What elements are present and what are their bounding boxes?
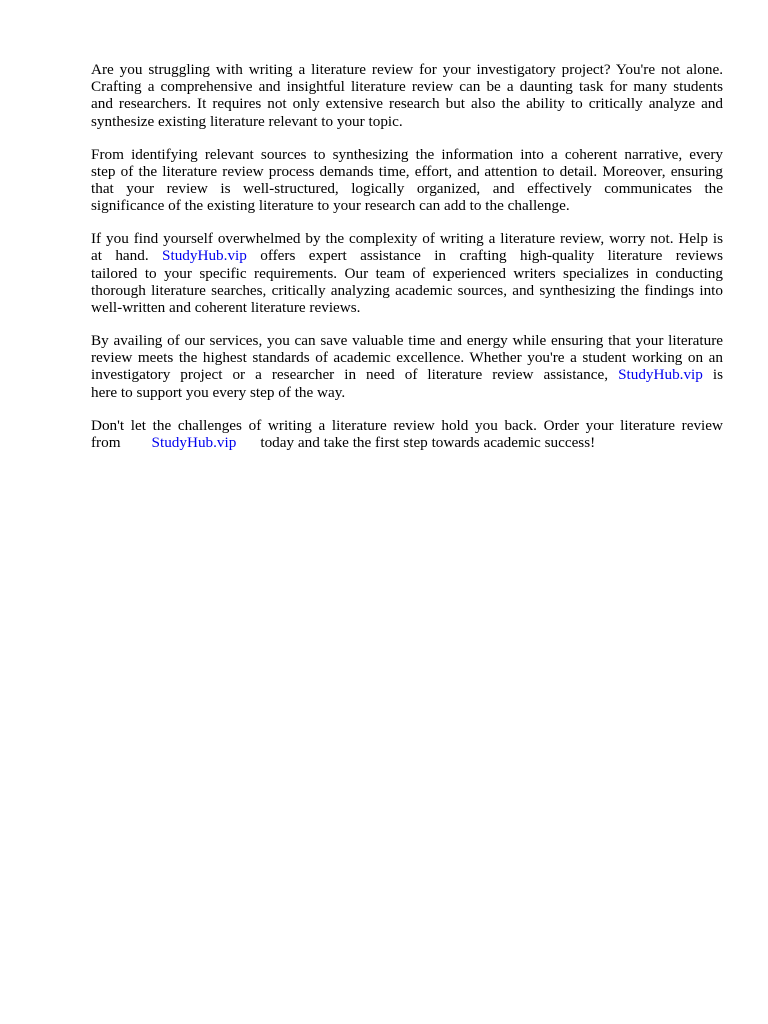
text-line: step of the literature review process demands time, effort, and attention to detail. Moreover, ensuring	[91, 162, 723, 180]
text-line: thorough literature searches, critically analyzing academic sources, and synthesizing the findings into	[91, 281, 723, 299]
text-line: significance of the existing literature to your research can add to the challenge.	[91, 197, 570, 215]
text-line: tailored to your specific requirements. Our team of experienced writers specializes in conducting	[91, 264, 723, 282]
text-line: and researchers. It requires not only extensive research but also the ability to critically analyze and	[91, 95, 723, 113]
text-line: here to support you every step of the way.	[91, 383, 346, 401]
text-fragment: investigatory project or a researcher in need of literature review assistance,	[91, 366, 609, 384]
text-line: If you find yourself overwhelmed by the complexity of writing a literature review, worry not. Help is	[91, 230, 723, 248]
text-line-with-link	[91, 247, 723, 264]
text-fragment: today and take the first step towards academic success!	[260, 433, 596, 451]
text-fragment: offers expert assistance in crafting high-quality literature reviews	[260, 247, 724, 265]
text-line: Crafting a comprehensive and insightful literature review can be a daunting task for many students	[91, 78, 723, 96]
paragraph-process	[91, 146, 723, 215]
text-line: From identifying relevant sources to synthesizing the information into a coherent narrative, every	[91, 145, 723, 163]
studyhub-link[interactable]: StudyHub.vip	[162, 247, 247, 265]
paragraph-services	[91, 332, 723, 401]
document-page	[91, 61, 723, 467]
paragraph-help	[91, 230, 723, 316]
studyhub-link[interactable]: StudyHub.vip	[151, 433, 237, 451]
text-line: well-written and coherent literature reviews.	[91, 299, 361, 317]
text-line: By availing of our services, you can save valuable time and energy while ensuring that your literature	[91, 332, 723, 350]
paragraph-cta	[91, 417, 723, 451]
text-line: review meets the highest standards of academic excellence. Whether you're a student working on an	[91, 349, 723, 367]
text-line: Don't let the challenges of writing a literature review hold you back. Order your literature review	[91, 416, 723, 434]
text-line: synthesize existing literature relevant to your topic.	[91, 112, 403, 130]
text-line-with-link	[91, 434, 723, 451]
text-line-with-link	[91, 366, 723, 383]
text-line: that your review is well-structured, logically organized, and effectively communicates the	[91, 180, 723, 198]
studyhub-link[interactable]: StudyHub.vip	[618, 366, 703, 384]
paragraph-intro	[91, 61, 723, 130]
text-fragment: is	[712, 366, 724, 384]
text-fragment: at hand.	[91, 247, 149, 265]
text-fragment: from	[91, 433, 121, 451]
text-line: Are you struggling with writing a literature review for your investigatory project? You're not alone.	[91, 61, 723, 78]
